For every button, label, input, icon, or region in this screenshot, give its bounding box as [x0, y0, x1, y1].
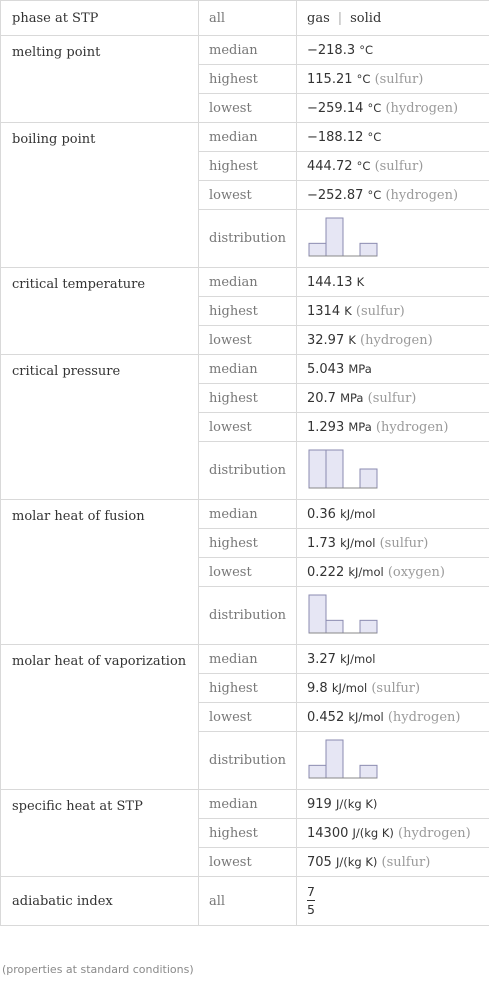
stat-label: distribution — [199, 210, 297, 268]
stat-label: median — [199, 123, 297, 152]
stat-label: highest — [199, 152, 297, 181]
histogram-bar — [326, 450, 343, 488]
fusion-histogram — [307, 593, 379, 635]
crittemp-lowest-value: 32.97 K (hydrogen) — [297, 326, 489, 355]
melting-highest-value: 115.21 °C (sulfur) — [297, 65, 489, 94]
vapor-label: molar heat of vaporization — [1, 645, 199, 790]
adiabatic-scope: all — [199, 877, 297, 926]
crittemp-median-row — [1, 268, 489, 297]
stat-label: lowest — [199, 181, 297, 210]
vapor-histogram — [307, 738, 379, 780]
histogram-bar — [309, 595, 326, 633]
footnote: (properties at standard conditions) — [2, 963, 194, 976]
boiling-highest-value: 444.72 °C (sulfur) — [297, 152, 489, 181]
critpress-median-row — [1, 355, 489, 384]
stat-label: lowest — [199, 413, 297, 442]
melting-lowest-value: −259.14 °C (hydrogen) — [297, 94, 489, 123]
phase-label: phase at STP — [1, 1, 199, 36]
stat-label: distribution — [199, 442, 297, 500]
phase-scope: all — [199, 1, 297, 36]
histogram-bar — [309, 765, 326, 778]
phase-row — [1, 1, 489, 36]
specheat-lowest-value: 705 J/(kg K) (sulfur) — [297, 848, 489, 877]
fraction-numerator: 7 — [307, 884, 315, 899]
critpress-lowest-value: 1.293 MPa (hydrogen) — [297, 413, 489, 442]
vapor-histogram-cell — [297, 732, 489, 790]
adiabatic-row — [1, 877, 489, 926]
histogram-bar — [326, 620, 343, 633]
fusion-median-row — [1, 500, 489, 529]
stat-label: median — [199, 500, 297, 529]
critpress-label: critical pressure — [1, 355, 199, 500]
histogram-bar — [360, 469, 377, 488]
stat-label: highest — [199, 674, 297, 703]
histogram-bar — [309, 243, 326, 256]
crittemp-label: critical temperature — [1, 268, 199, 355]
stat-label: lowest — [199, 703, 297, 732]
boiling-label: boiling point — [1, 123, 199, 268]
fraction-denominator: 5 — [307, 902, 315, 917]
vapor-median-row — [1, 645, 489, 674]
stat-label: median — [199, 36, 297, 65]
histogram-bar — [360, 243, 377, 256]
stat-label: median — [199, 790, 297, 819]
stat-label: highest — [199, 529, 297, 558]
stat-label: lowest — [199, 558, 297, 587]
critpress-histogram — [307, 448, 379, 490]
vapor-highest-value: 9.8 kJ/mol (sulfur) — [297, 674, 489, 703]
boiling-median-value: −188.12 °C — [297, 123, 489, 152]
fusion-histogram-cell — [297, 587, 489, 645]
histogram-bar — [309, 450, 326, 488]
stat-label: distribution — [199, 732, 297, 790]
fraction — [307, 884, 315, 917]
melting-label: melting point — [1, 36, 199, 123]
fusion-median-value: 0.36 kJ/mol — [297, 500, 489, 529]
specheat-label: specific heat at STP — [1, 790, 199, 877]
boiling-median-row — [1, 123, 489, 152]
fusion-label: molar heat of fusion — [1, 500, 199, 645]
adiabatic-value — [297, 877, 489, 926]
fusion-lowest-value: 0.222 kJ/mol (oxygen) — [297, 558, 489, 587]
stat-label: highest — [199, 65, 297, 94]
boiling-histogram-cell — [297, 210, 489, 268]
melting-median-row — [1, 36, 489, 65]
stat-label: highest — [199, 297, 297, 326]
crittemp-median-value: 144.13 K — [297, 268, 489, 297]
critpress-histogram-cell — [297, 442, 489, 500]
stat-label: median — [199, 645, 297, 674]
fraction-bar — [307, 900, 315, 901]
phase-solid: solid — [350, 10, 382, 26]
phase-gas: gas — [307, 10, 330, 26]
histogram-bar — [360, 765, 377, 778]
boiling-histogram — [307, 216, 379, 258]
phase-values: gas | solid — [297, 1, 489, 36]
specheat-median-row — [1, 790, 489, 819]
critpress-median-value: 5.043 MPa — [297, 355, 489, 384]
specheat-highest-value: 14300 J/(kg K) (hydrogen) — [297, 819, 489, 848]
stat-label: median — [199, 268, 297, 297]
histogram-bar — [360, 620, 377, 633]
stat-label: lowest — [199, 94, 297, 123]
stat-label: distribution — [199, 587, 297, 645]
stat-label: lowest — [199, 848, 297, 877]
stat-label: highest — [199, 819, 297, 848]
critpress-highest-value: 20.7 MPa (sulfur) — [297, 384, 489, 413]
boiling-lowest-value: −252.87 °C (hydrogen) — [297, 181, 489, 210]
crittemp-highest-value: 1314 K (sulfur) — [297, 297, 489, 326]
stat-label: lowest — [199, 326, 297, 355]
stat-label: highest — [199, 384, 297, 413]
fusion-highest-value: 1.73 kJ/mol (sulfur) — [297, 529, 489, 558]
vapor-lowest-value: 0.452 kJ/mol (hydrogen) — [297, 703, 489, 732]
stat-label: median — [199, 355, 297, 384]
histogram-bar — [326, 740, 343, 778]
vapor-median-value: 3.27 kJ/mol — [297, 645, 489, 674]
histogram-bar — [326, 218, 343, 256]
adiabatic-label: adiabatic index — [1, 877, 199, 926]
melting-median-value: −218.3 °C — [297, 36, 489, 65]
specheat-median-value: 919 J/(kg K) — [297, 790, 489, 819]
